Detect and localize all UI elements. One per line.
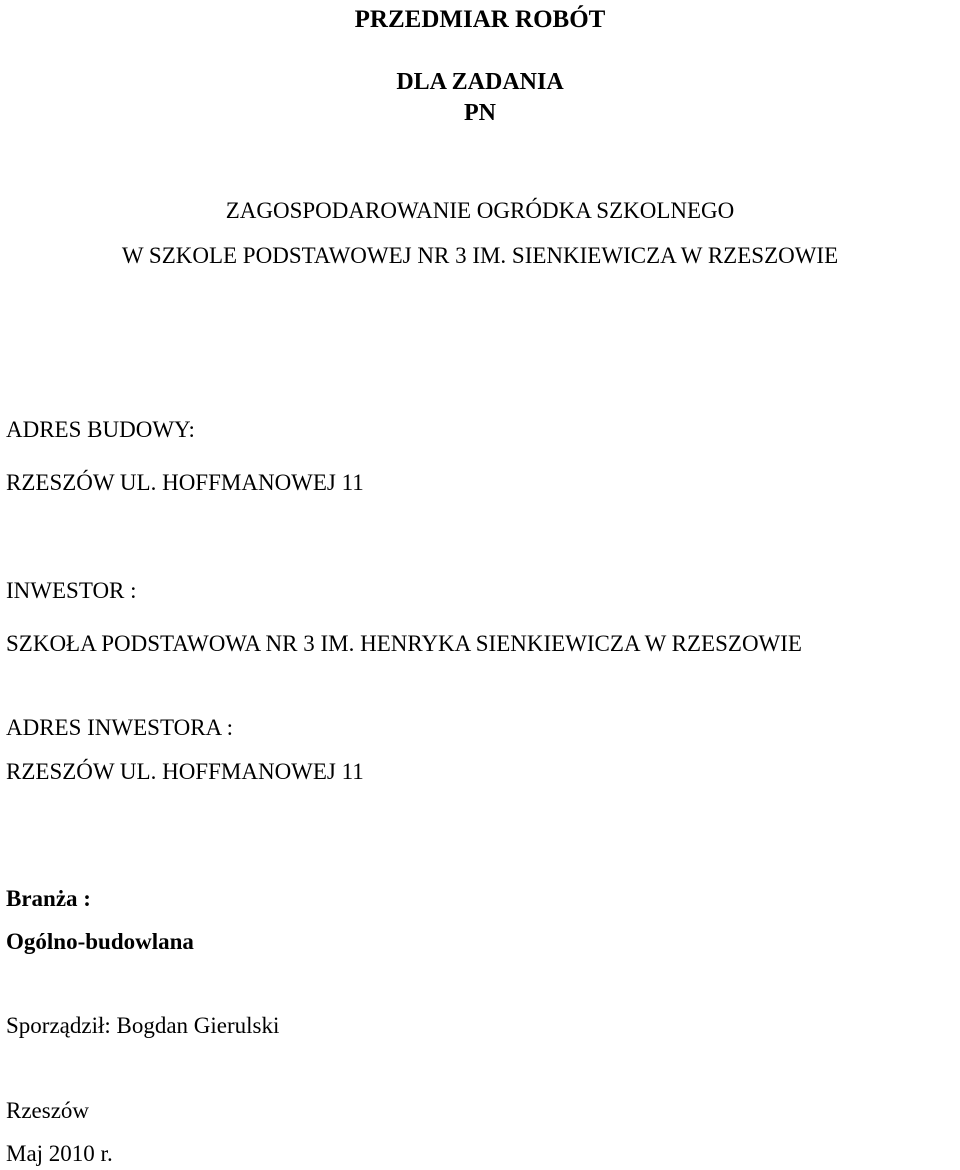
industry-label: Branża : <box>6 886 91 911</box>
place: Rzeszów <box>6 1098 90 1123</box>
document-date: Maj 2010 r. <box>6 1141 113 1166</box>
investor-address-value: RZESZÓW UL. HOFFMANOWEJ 11 <box>6 759 364 784</box>
investor-address-label: ADRES INWESTORA : <box>6 715 234 740</box>
subtitle-line-1: DLA ZADANIA <box>396 69 564 95</box>
document-title: PRZEDMIAR ROBÓT <box>354 6 606 33</box>
investor-label: INWESTOR : <box>6 578 137 603</box>
task-name-line-1: ZAGOSPODAROWANIE OGRÓDKA SZKOLNEGO <box>225 198 735 223</box>
site-address-value: RZESZÓW UL. HOFFMANOWEJ 11 <box>6 470 364 495</box>
prepared-by: Sporządził: Bogdan Gierulski <box>6 1013 280 1038</box>
site-address-label: ADRES BUDOWY: <box>6 417 195 442</box>
task-name-line-2: W SZKOLE PODSTAWOWEJ NR 3 IM. SIENKIEWICZA W RZESZOWIE <box>121 243 839 268</box>
investor-value: SZKOŁA PODSTAWOWA NR 3 IM. HENRYKA SIENKIEWICZA W RZESZOWIE <box>6 631 802 656</box>
industry-value: Ogólno-budowlana <box>6 929 194 954</box>
subtitle-line-2: PN <box>464 100 496 126</box>
